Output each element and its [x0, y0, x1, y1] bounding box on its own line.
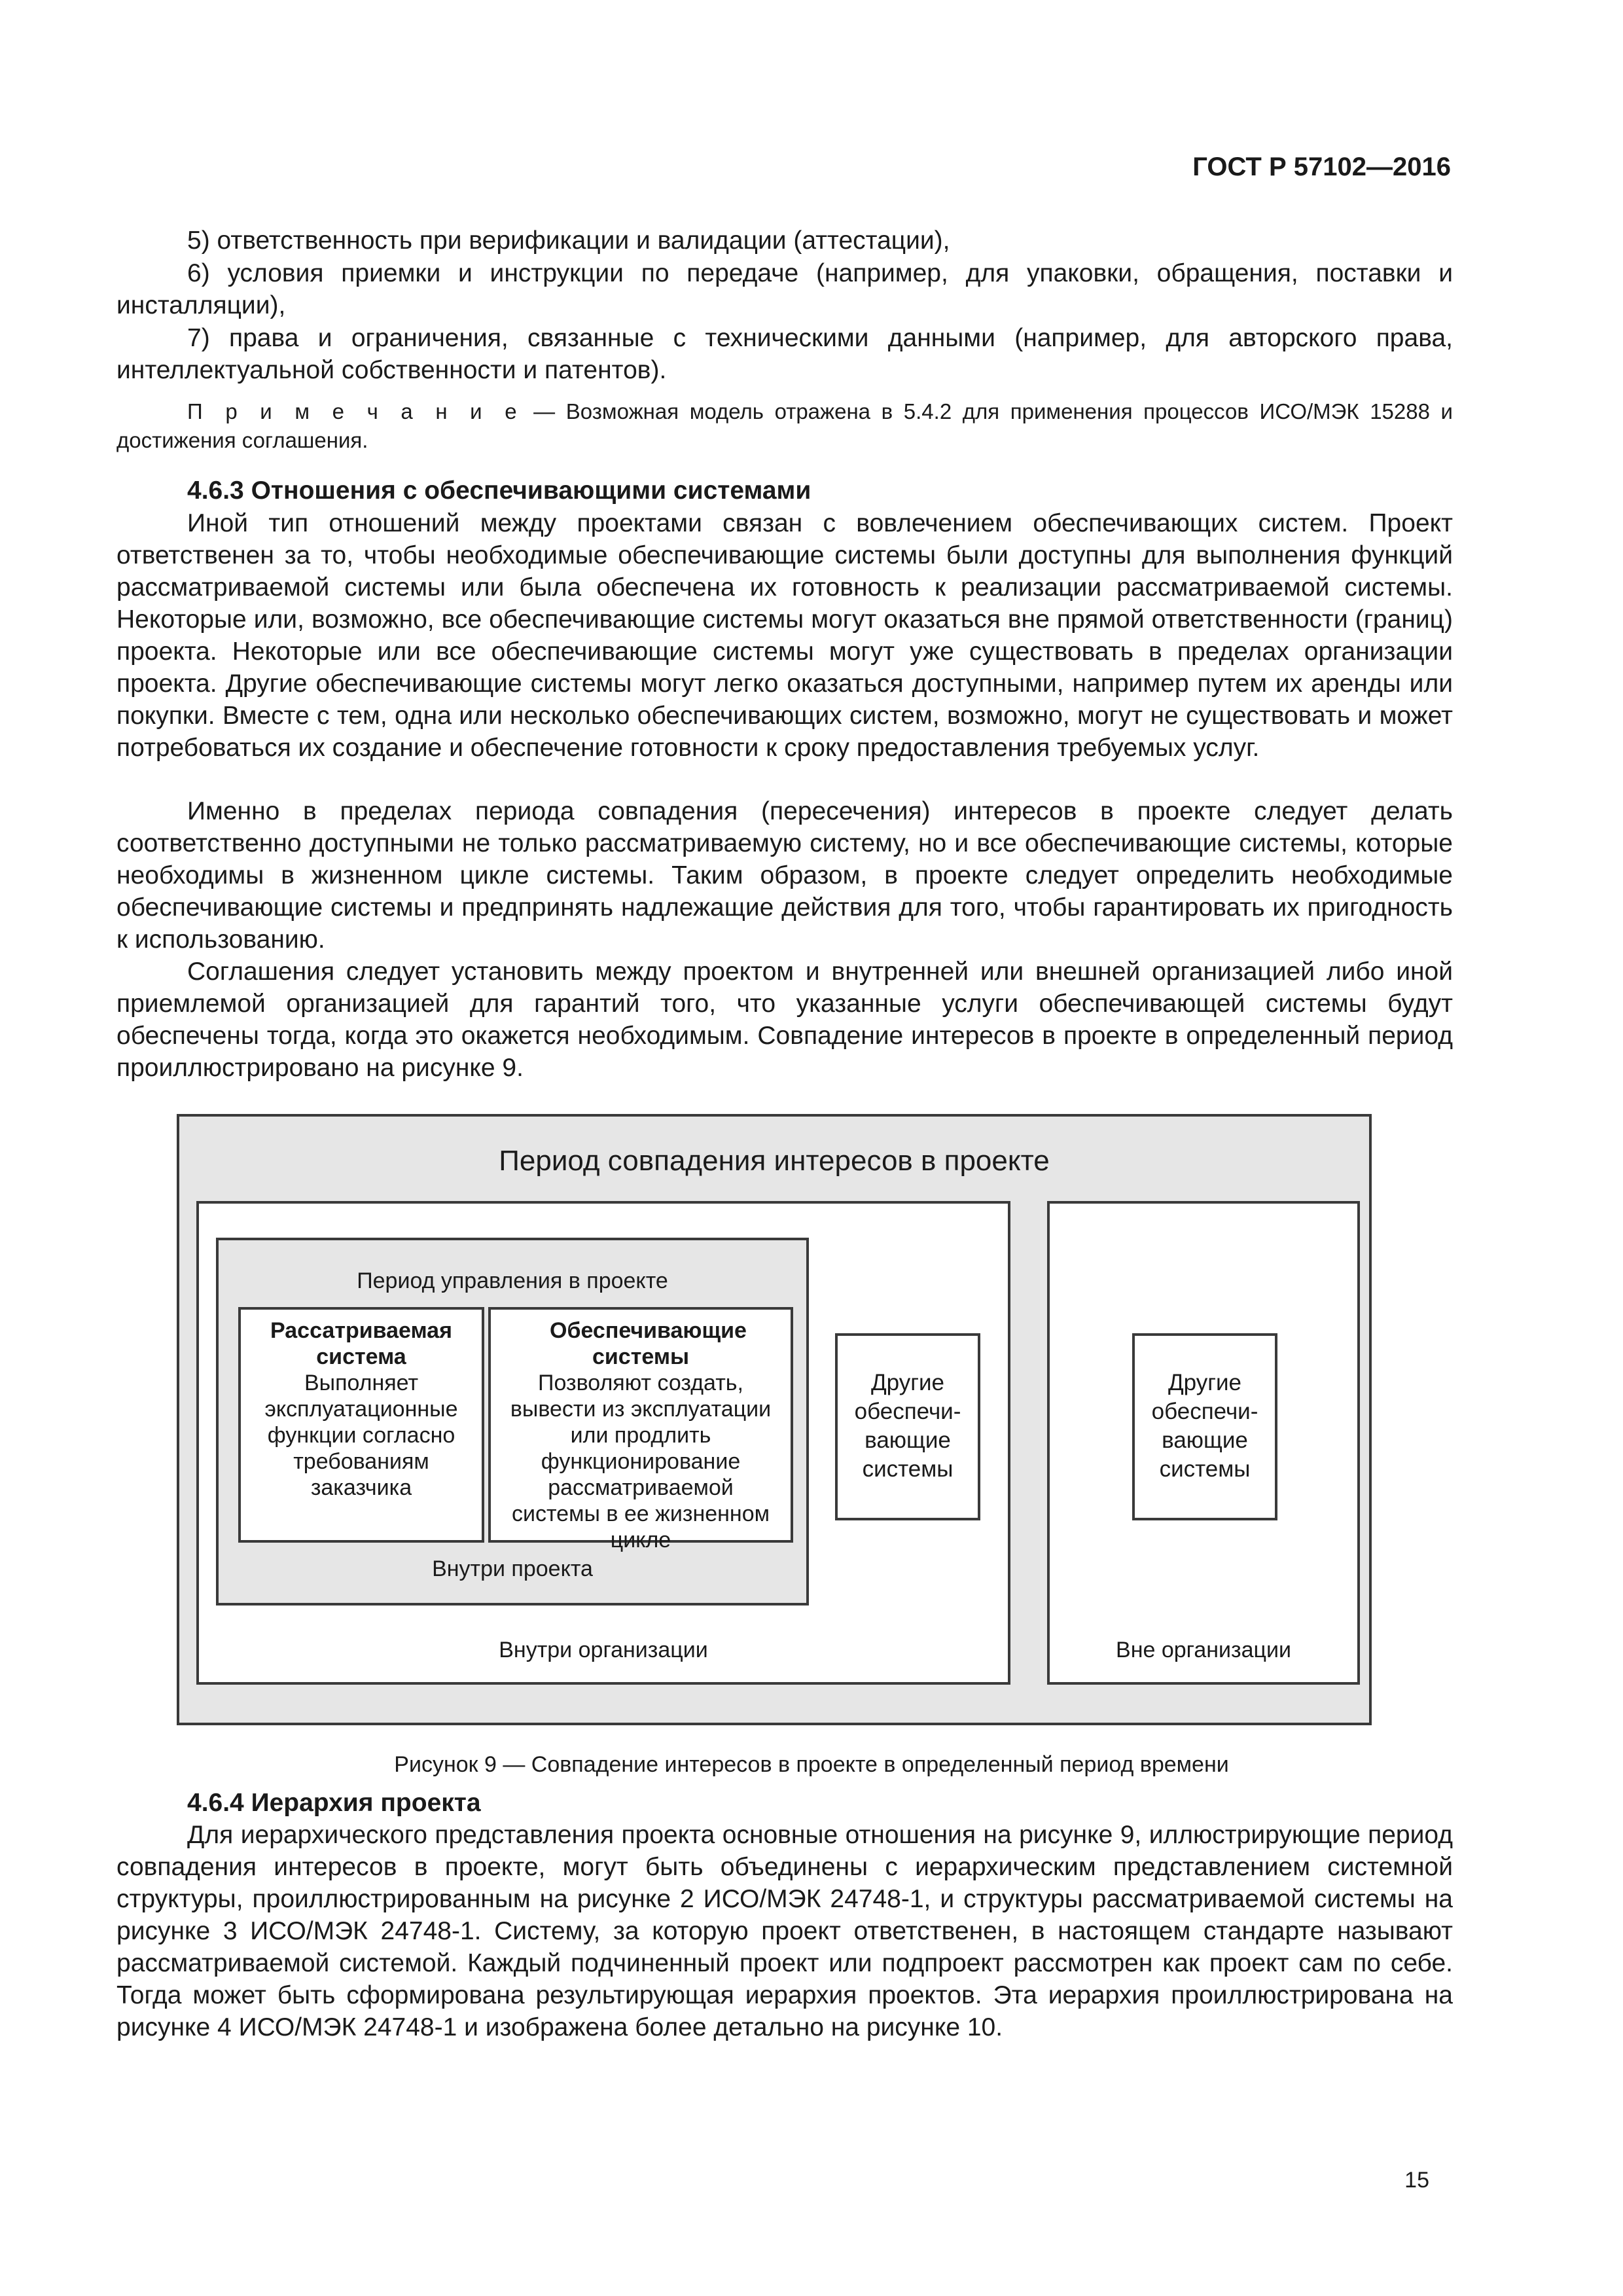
- other-enabling-inside-box: [835, 1333, 980, 1520]
- other-enabling-outside-text: Другие обеспечи-вающие системы: [1151, 1370, 1258, 1482]
- note-text: — Возможная модель отражена в 5.4.2 для применения процессов ИСО/МЭК 15288 и достижения соглашения.: [116, 399, 1453, 452]
- section-464-heading: 4.6.4 Иерархия проекта: [187, 1789, 481, 1817]
- system-of-interest-box: [238, 1307, 484, 1543]
- other-enabling-inside-text: Другие обеспечи-вающие системы: [854, 1370, 961, 1482]
- inside-project-label: Внутри проекта: [432, 1556, 593, 1581]
- system-of-interest-title: Рассатриваемая система: [270, 1318, 452, 1369]
- inside-organization-label: Внутри организации: [499, 1638, 708, 1662]
- enabling-systems-text: Позволяют создать, вывести из эксплуатации или продлить функционирование рассматриваемой системы в ее жизненном цикле: [510, 1371, 772, 1552]
- enabling-systems-box: [488, 1307, 793, 1552]
- figure-caption: Рисунок 9 — Совпадение интересов в проекте в определенный период времени: [394, 1752, 1229, 1777]
- figure-outer-title: Период совпадения интересов в проекте: [499, 1145, 1050, 1177]
- document-header: ГОСТ Р 57102—2016: [1192, 152, 1451, 181]
- section-463-paragraph-2: Именно в пределах периода совпадения (пересечения) интересов в проекте следует делать соответственно доступными не только рассматриваемую систему, но и все обеспечивающие системы, которые необходимы в жизненном цикле системы. Таким образом, в проекте следует определить необходимые обеспечивающие системы и предпринять надлежащие действия для того, чтобы гарантировать их пригодность к использованию.: [116, 797, 1453, 954]
- section-463-paragraph-3: Соглашения следует установить между проектом и внутренней или внешней организацией либо иной приемлемой организацией для гарантий того, что указанные услуги обеспечивающей системы будут обеспечены тогда, когда это окажется необходимым. Совпадение интересов в проекте в определенный период проиллюстрировано на рисунке 9.: [116, 958, 1453, 1082]
- list-item-5: 5) ответственность при верификации и валидации (аттестации),: [187, 226, 950, 255]
- page-number: 15: [1404, 2168, 1429, 2193]
- list-item-6: 6) условия приемки и инструкции по передаче (например, для упаковки, обращения, поставки и инсталляции),: [116, 259, 1453, 319]
- figure-9: [177, 1114, 1372, 1725]
- section-463-paragraph-1: Иной тип отношений между проектами связан с вовлечением обеспечивающих систем. Проект ответственен за то, чтобы необходимые обеспечивающие системы были доступны для выполнения функций рассматриваемой системы или была обеспечена их готовность к реализации рассматриваемой системы. Некоторые или, возможно, все обеспечивающие системы могут оказаться вне прямой ответственности (границ) проекта. Некоторые или все обеспечивающие системы могут уже существовать в пределах организации проекта. Другие обеспечивающие системы могут легко оказаться доступными, например путем их аренды или покупки. Вместе с тем, одна или несколько обеспечивающих систем, возможно, могут не существовать и может потребоваться их создание и обеспечение готовности к сроку предоставления требуемых услуг.: [116, 509, 1453, 762]
- section-463-heading: 4.6.3 Отношения с обеспечивающими системами: [187, 476, 812, 505]
- section-464-paragraph: Для иерархического представления проекта основные отношения на рисунке 9, иллюстрирующие период совпадения интересов в проекте, могут быть объединены с иерархическим представлением системной структуры, проиллюстрированным на рисунке 2 ИСО/МЭК 24748-1, и структуры рассматриваемой системы на рисунке 3 ИСО/МЭК 24748-1. Систему, за которую проект ответственен, в настоящем стандарте называют рассматриваемой системой. Каждый подчиненный проект или подпроект рассмотрен как проект сам по себе. Тогда может быть сформирована результирующая иерархия проектов. Эта иерархия проиллюстрирована на рисунке 4 ИСО/МЭК 24748-1 и изображена более детально на рисунке 10.: [116, 1821, 1453, 2041]
- note: [116, 397, 1453, 455]
- note-label: П р и м е ч а н и е: [187, 399, 523, 423]
- project-management-box: [216, 1238, 809, 1605]
- list-item-7: 7) права и ограничения, связанные с техническими данными (например, для авторского права, интеллектуальной собственности и патентов).: [116, 324, 1453, 384]
- outside-organization-label: Вне организации: [1116, 1638, 1291, 1662]
- outside-organization-box: [1047, 1201, 1360, 1685]
- system-of-interest-text: Выполняет эксплуатационные функции согласно требованиям заказчика: [264, 1371, 458, 1500]
- management-title: Период управления в проекте: [357, 1268, 668, 1293]
- other-enabling-outside-box: [1132, 1333, 1277, 1520]
- enabling-systems-title: Обеспечивающие системы: [550, 1318, 747, 1369]
- inside-organization-box: [196, 1201, 1010, 1685]
